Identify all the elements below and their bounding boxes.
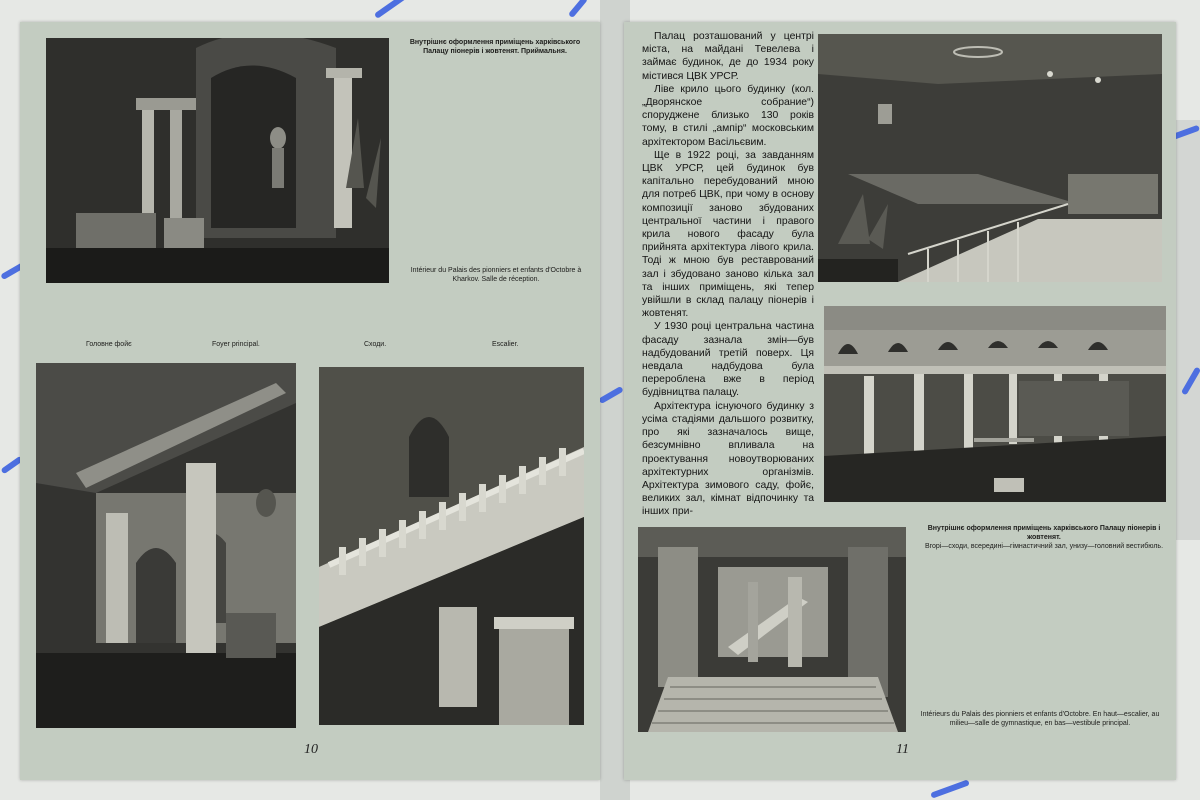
paragraph: У 1930 році центральна частина фасаду зазнала змін—був надбудований третій поверх. Ця невдала надбудова була перероблена вже в період будівництва палацу. — [642, 321, 814, 399]
photo-staircase — [319, 367, 584, 725]
page-number-left: 10 — [304, 742, 318, 757]
label-foyer-uk: Головне фойє — [86, 341, 132, 348]
label-foyer-fr: Foyer principal. — [212, 341, 260, 348]
blue-tape-mark — [568, 0, 588, 18]
page-number-right: 11 — [896, 742, 909, 757]
paragraph: Ліве крило цього будинку (кол. „Дворянское собрание“) споруджене близько 130 років тому, в стилі „ампір“ московським архітектором Васільєвим. — [642, 83, 814, 148]
right-page — [624, 22, 1176, 780]
photo-upper-stairs — [818, 34, 1162, 282]
caption-right-uk-2: Вгорі—сходи, всередині—гімнастичний зал, унизу—головний вестибюль. — [924, 543, 1164, 550]
photo-main-foyer — [36, 363, 296, 728]
photo-main-vestibule — [638, 527, 906, 732]
body-text — [642, 30, 814, 519]
paragraph: Ще в 1922 році, за завданням ЦВК УРСР, цей будинок був капітально перебудований мною для потреб ЦВК, при чому в основу композиції заново збудованих центральної частини і правого крила нового фасаду була прийнята архітектура лівого крила. Тоді ж мною був реставрований зал і збудовано заново кілька зал та інших приміщень, які тепер увійшли в склад палацу піонерів і жовтенят. — [642, 149, 814, 320]
paragraph: Палац розташований у центрі міста, на майдані Тевелева і займає будинок, де до 1934 року містився ЦВК УРСР. — [642, 31, 814, 82]
blue-tape-mark — [374, 0, 410, 19]
photo-gymnastics-hall — [824, 306, 1166, 502]
caption-reception-uk: Внутрішнє оформлення приміщень харківського Палацу піонерів і жовтенят. Приймальня. — [409, 39, 581, 55]
caption-reception-fr: Intérieur du Palais des pionniers et enfants d'Octobre à Kharkov. Salle de réception. — [410, 267, 582, 283]
label-stairs-fr: Escalier. — [492, 341, 519, 348]
paragraph: Архітектура існуючого будинку з усіма стадіями дальшого розвитку, про які зазначалось вище, безсумнівно впливала на проектування новоутворюваних архітектурних організмів. Архітектура зимового саду, фойє, великих зал, кімнат відпочинку та інших при- — [642, 400, 814, 518]
label-stairs-uk: Сходи. — [364, 341, 387, 348]
photo-reception-hall — [46, 38, 389, 283]
left-page — [20, 22, 600, 780]
caption-right-fr: Intérieurs du Palais des pionniers et enfants d'Octobre. En haut—escalier, au milieu—salle de gymnastique, en bas—vestibule principal. — [920, 711, 1160, 727]
blue-tape-mark — [930, 779, 970, 798]
background-paper — [1176, 120, 1200, 540]
caption-right-uk: Внутрішнє оформлення приміщень харківського Палацу піонерів і жовтенят. — [927, 525, 1161, 541]
